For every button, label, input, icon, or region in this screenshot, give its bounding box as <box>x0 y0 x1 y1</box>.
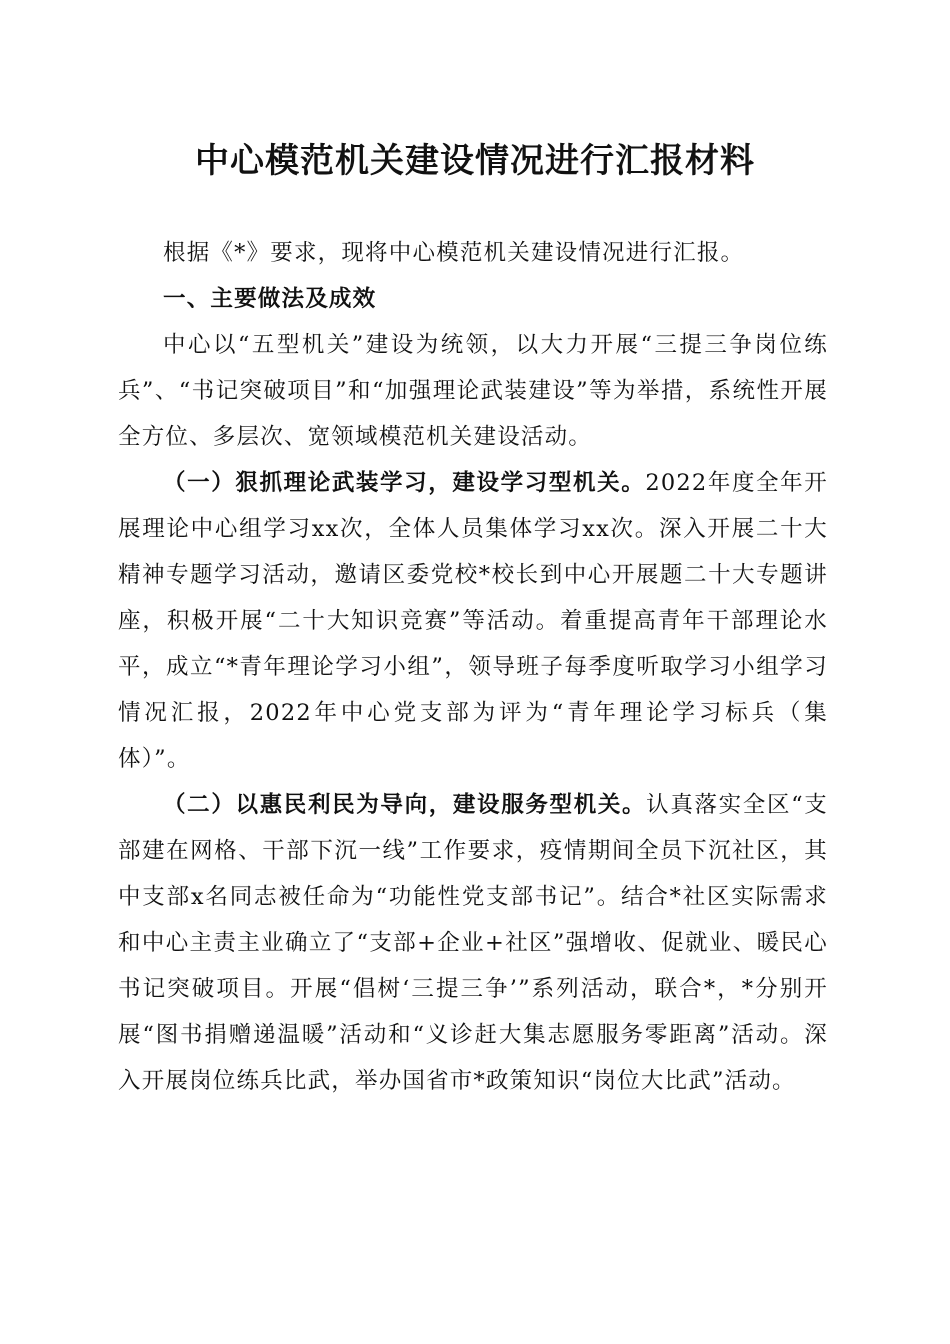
intro-paragraph: 根据《*》要求，现将中心模范机关建设情况进行汇报。 <box>163 240 745 266</box>
item2-subheading: （二）以惠民利民为导向，建设服务型机关。 <box>163 792 647 818</box>
section-heading: 一、主要做法及成效 <box>163 286 377 312</box>
item1-subheading: （一）狠抓理论武装学习，建设学习型机关。 <box>163 470 646 496</box>
item1-body: 2022年度全年开展理论中心组学习xx次，全体人员集体学习xx次。深入开展二十大精神专题学习活动，邀请区委党校*校长到中心开展题二十大专题讲座，积极开展“二十大知识竞赛”等活动。着重提高青年干部理论水平，成立“*青年理论学习小组”，领导班子每季度听取学习小组学习情况汇报，2022年中心党支部为评为“青年理论学习标兵（集体）”。 <box>118 470 828 772</box>
item2-paragraph <box>118 782 828 1104</box>
overview-paragraph: 中心以“五型机关”建设为统领，以大力开展“三提三争岗位练兵”、“书记突破项目”和“加强理论武装建设”等为举措，系统性开展全方位、多层次、宽领域模范机关建设活动。 <box>118 332 828 450</box>
document-body <box>118 230 828 1104</box>
item1-paragraph <box>118 460 828 782</box>
document-title: 中心模范机关建设情况进行汇报材料 <box>195 141 755 181</box>
item2-body: 认真落实全区“支部建在网格、干部下沉一线”工作要求，疫情期间全员下沉社区，其中支部x名同志被任命为“功能性党支部书记”。结合*社区实际需求和中心主责主业确立了“支部+企业+社区”强增收、促就业、暖民心书记突破项目。开展“倡树‘三提三争’”系列活动，联合*，*分别开展“图书捐赠递温暖”活动和“义诊赶大集志愿服务零距离”活动。深入开展岗位练兵比武，举办国省市*政策知识“岗位大比武”活动。 <box>118 792 828 1094</box>
